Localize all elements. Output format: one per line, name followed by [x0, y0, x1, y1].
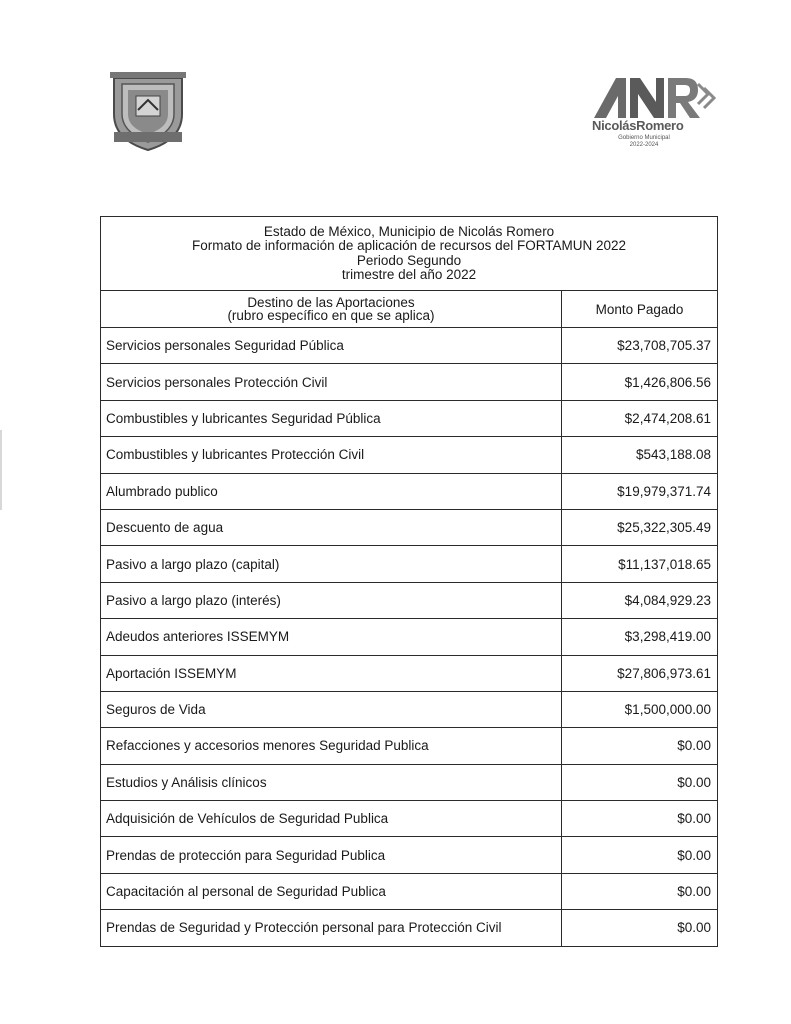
row-amount: $3,298,419.00 — [562, 619, 718, 655]
row-amount: $0.00 — [562, 801, 718, 837]
header-line-4: trimestre del año 2022 — [341, 267, 477, 282]
row-amount: $19,979,371.74 — [562, 473, 718, 509]
row-amount: $25,322,305.49 — [562, 509, 718, 545]
report-header — [101, 217, 718, 291]
column-header-destino-line2: (rubro específico en que se aplica) — [227, 308, 435, 323]
row-amount: $0.00 — [562, 910, 718, 946]
row-amount: $4,084,929.23 — [562, 582, 718, 618]
row-concept: Servicios personales Seguridad Pública — [101, 328, 562, 364]
table-row — [101, 910, 718, 946]
row-concept: Pasivo a largo plazo (capital) — [101, 546, 562, 582]
row-concept: Refacciones y accesorios menores Seguridad Publica — [101, 728, 562, 764]
logo-subtitle — [608, 135, 680, 149]
logo-sub-line1: Gobierno Municipal — [618, 135, 670, 141]
row-concept: Capacitación al personal de Seguridad Publica — [101, 873, 562, 909]
header-line-2: Formato de información de aplicación de recursos del FORTAMUN 2022 — [192, 238, 626, 253]
table-row — [101, 691, 718, 727]
logo-name: NicolásRomero — [592, 118, 684, 133]
column-header-destino — [101, 291, 562, 328]
table-row — [101, 655, 718, 691]
row-amount: $0.00 — [562, 764, 718, 800]
seal-emblem-icon — [106, 70, 190, 154]
row-amount: $23,708,705.37 — [562, 328, 718, 364]
row-concept: Combustibles y lubricantes Protección Civil — [101, 437, 562, 473]
table-row — [101, 328, 718, 364]
report-header-row — [101, 217, 718, 291]
table-row — [101, 582, 718, 618]
row-amount: $2,474,208.61 — [562, 400, 718, 436]
row-amount: $0.00 — [562, 728, 718, 764]
logo-sub-line2: 2022-2024 — [629, 142, 659, 148]
row-amount: $543,188.08 — [562, 437, 718, 473]
table-row — [101, 801, 718, 837]
table-row — [101, 873, 718, 909]
column-header-monto: Monto Pagado — [562, 291, 718, 328]
fortamun-report-table — [100, 216, 718, 947]
header-line-1: Estado de México, Municipio de Nicolás Romero — [263, 223, 555, 239]
table-row — [101, 619, 718, 655]
row-concept: Combustibles y lubricantes Seguridad Pública — [101, 400, 562, 436]
table-row — [101, 437, 718, 473]
table-row — [101, 509, 718, 545]
row-concept: Descuento de agua — [101, 509, 562, 545]
table-row — [101, 546, 718, 582]
row-concept: Prendas de Seguridad y Protección personal para Protección Civil — [101, 910, 562, 946]
row-concept: Seguros de Vida — [101, 691, 562, 727]
row-concept: Servicios personales Protección Civil — [101, 364, 562, 400]
header-line-3: Periodo Segundo — [356, 252, 462, 268]
row-concept: Pasivo a largo plazo (interés) — [101, 582, 562, 618]
row-concept: Adquisición de Vehículos de Seguridad Publica — [101, 801, 562, 837]
table-row — [101, 364, 718, 400]
table-row — [101, 400, 718, 436]
row-amount: $1,426,806.56 — [562, 364, 718, 400]
anr-logo-icon — [590, 74, 720, 120]
row-concept: Prendas de protección para Seguridad Publica — [101, 837, 562, 873]
row-concept: Estudios y Análisis clínicos — [101, 764, 562, 800]
row-amount: $11,137,018.65 — [562, 546, 718, 582]
column-header-destino-line1: Destino de las Aportaciones — [247, 295, 415, 310]
municipal-logo — [590, 74, 720, 152]
table-row — [101, 473, 718, 509]
row-concept: Alumbrado publico — [101, 473, 562, 509]
column-header-row — [101, 291, 718, 328]
row-amount: $0.00 — [562, 873, 718, 909]
municipal-seal — [106, 70, 190, 154]
table-row — [101, 728, 718, 764]
table-row — [101, 837, 718, 873]
row-amount: $27,806,973.61 — [562, 655, 718, 691]
table-row — [101, 764, 718, 800]
row-concept: Aportación ISSEMYM — [101, 655, 562, 691]
row-concept: Adeudos anteriores ISSEMYM — [101, 619, 562, 655]
row-amount: $1,500,000.00 — [562, 691, 718, 727]
scan-artifact — [0, 430, 2, 510]
row-amount: $0.00 — [562, 837, 718, 873]
